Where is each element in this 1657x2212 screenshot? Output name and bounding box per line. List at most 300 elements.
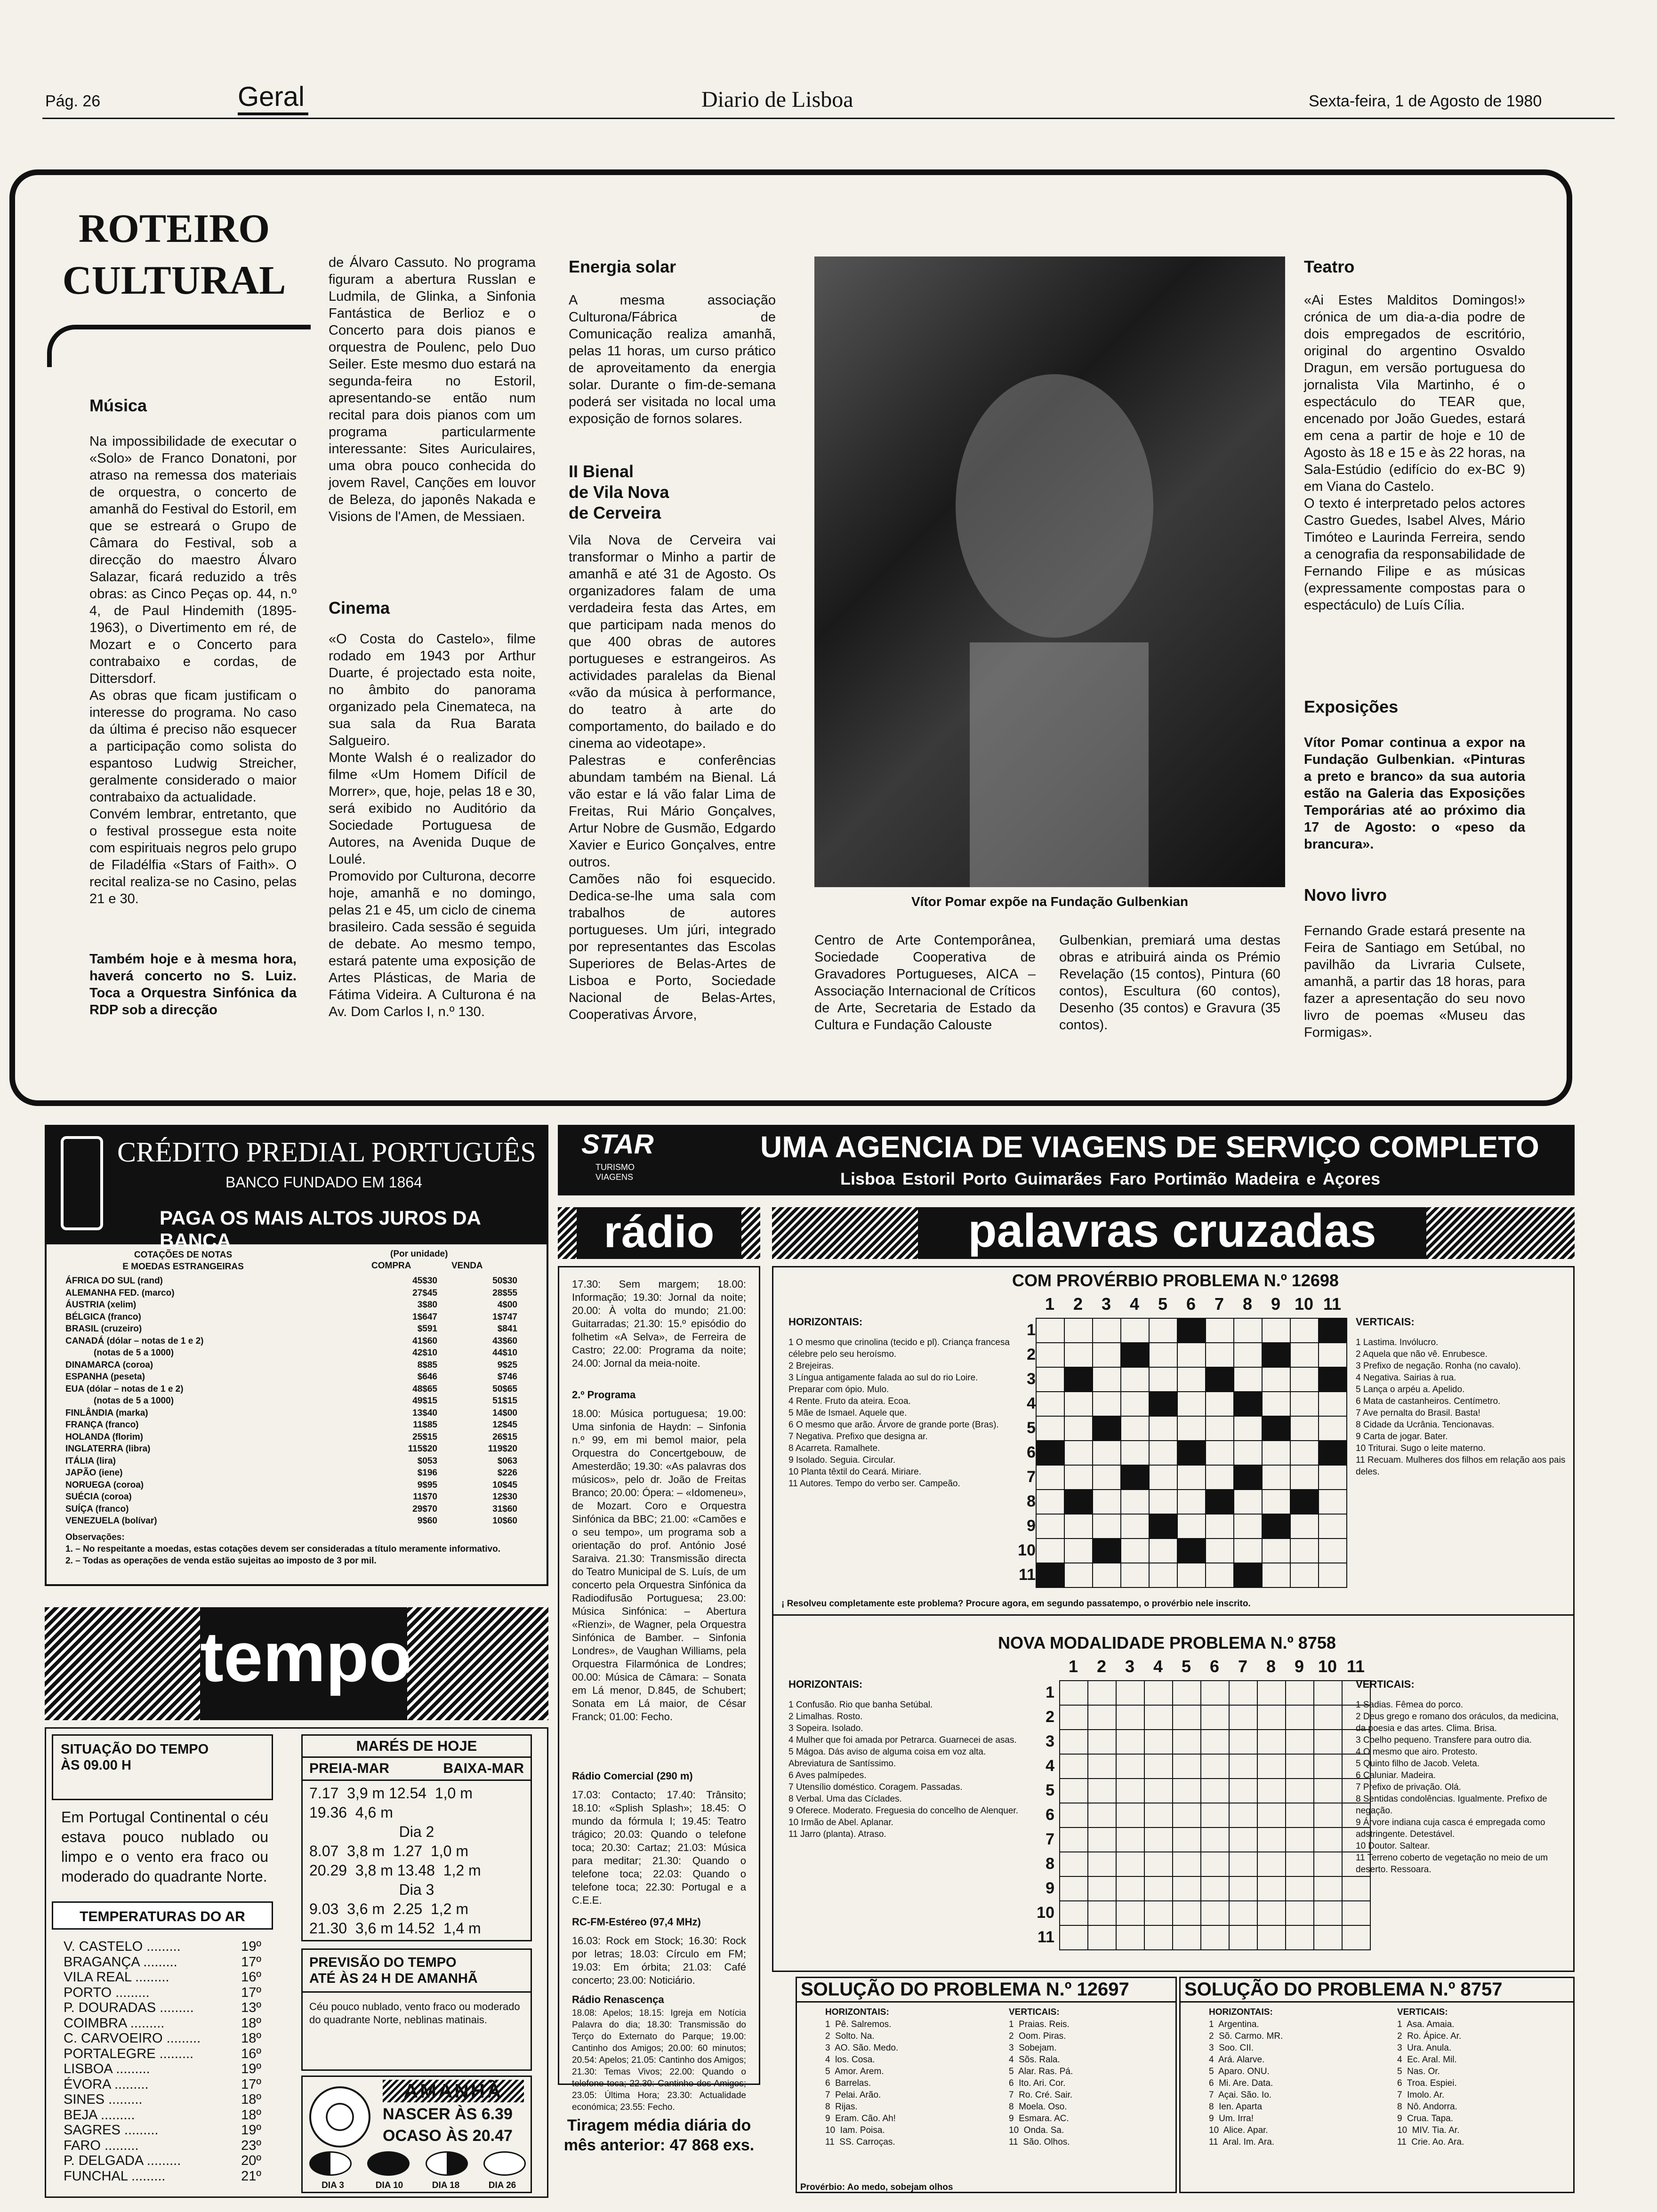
grid-cell[interactable] xyxy=(1206,1539,1234,1563)
rate-venda: 1$747 xyxy=(492,1312,517,1322)
p2-vert-heading: VERTICAIS: xyxy=(1356,1678,1415,1690)
grid-cell[interactable] xyxy=(1088,1730,1116,1754)
grid-cell[interactable] xyxy=(1116,1754,1144,1779)
grid-cell[interactable] xyxy=(1262,1490,1290,1514)
grid-cell[interactable] xyxy=(1286,1803,1314,1827)
grid-cell[interactable] xyxy=(1036,1343,1064,1367)
grid-cell[interactable] xyxy=(1201,1925,1229,1950)
crossword-grid-2[interactable] xyxy=(1059,1680,1371,1950)
solution: 6 Troa. Espiei. xyxy=(1397,2078,1457,2088)
grid-cell[interactable] xyxy=(1116,1876,1144,1901)
grid-cell[interactable] xyxy=(1229,1705,1257,1730)
grid-cell[interactable] xyxy=(1234,1441,1262,1465)
grid-cell[interactable] xyxy=(1093,1343,1121,1367)
grid-cell[interactable] xyxy=(1173,1681,1201,1705)
grid-cell[interactable] xyxy=(1234,1563,1262,1587)
grid-cell[interactable] xyxy=(1206,1514,1234,1539)
grid-cell[interactable] xyxy=(1177,1539,1206,1563)
grid-cell[interactable] xyxy=(1201,1754,1229,1779)
grid-cell[interactable] xyxy=(1177,1465,1206,1490)
grid-cell[interactable] xyxy=(1286,1876,1314,1901)
grid-cell[interactable] xyxy=(1173,1779,1201,1803)
grid-cell[interactable] xyxy=(1064,1514,1093,1539)
grid-cell[interactable] xyxy=(1060,1827,1088,1852)
grid-cell[interactable] xyxy=(1257,1925,1286,1950)
grid-cell[interactable] xyxy=(1121,1367,1149,1392)
grid-cell[interactable] xyxy=(1290,1490,1319,1514)
temperature-row xyxy=(64,2169,261,2184)
clue: 11 Jarro (planta). Atraso. xyxy=(788,1829,886,1839)
grid-cell[interactable] xyxy=(1121,1490,1149,1514)
grid-cell[interactable] xyxy=(1290,1392,1319,1416)
grid-cell[interactable] xyxy=(1060,1901,1088,1925)
radio-comercial-heading: Rádio Comercial (290 m) xyxy=(572,1770,693,1782)
rate-compra: 42$10 xyxy=(412,1348,437,1358)
grid-cell[interactable] xyxy=(1144,1901,1173,1925)
grid-cell[interactable] xyxy=(1286,1779,1314,1803)
grid-cell[interactable] xyxy=(1149,1441,1177,1465)
clue: 2 Limalhas. Rosto. xyxy=(788,1712,863,1722)
grid-cell[interactable] xyxy=(1149,1465,1177,1490)
grid-cell[interactable] xyxy=(1149,1416,1177,1441)
rate-row xyxy=(65,1395,531,1407)
row-number: 6 xyxy=(1046,1806,1054,1824)
grid-cell[interactable] xyxy=(1064,1465,1093,1490)
grid-cell[interactable] xyxy=(1060,1754,1088,1779)
grid-cell[interactable] xyxy=(1093,1416,1121,1441)
grid-cell[interactable] xyxy=(1286,1705,1314,1730)
grid-cell[interactable] xyxy=(1036,1514,1064,1539)
grid-cell[interactable] xyxy=(1319,1416,1347,1441)
grid-cell[interactable] xyxy=(1064,1416,1093,1441)
grid-cell[interactable] xyxy=(1319,1563,1347,1587)
grid-cell[interactable] xyxy=(1314,1754,1342,1779)
grid-cell[interactable] xyxy=(1206,1343,1234,1367)
grid-cell[interactable] xyxy=(1173,1925,1201,1950)
grid-cell[interactable] xyxy=(1314,1852,1342,1876)
city-name: FARO ......... xyxy=(64,2138,139,2153)
grid-cell[interactable] xyxy=(1177,1416,1206,1441)
grid-cell[interactable] xyxy=(1286,1852,1314,1876)
s2-vert-heading: VERTICAIS: xyxy=(1397,2007,1448,2017)
section-name: Geral xyxy=(238,81,308,115)
grid-cell[interactable] xyxy=(1201,1803,1229,1827)
grid-cell[interactable] xyxy=(1121,1392,1149,1416)
grid-cell[interactable] xyxy=(1121,1318,1149,1343)
grid-cell[interactable] xyxy=(1173,1852,1201,1876)
row-number: 9 xyxy=(1027,1517,1036,1535)
grid-cell[interactable] xyxy=(1286,1730,1314,1754)
grid-cell[interactable] xyxy=(1206,1441,1234,1465)
grid-cell[interactable] xyxy=(1064,1539,1093,1563)
grid-cell[interactable] xyxy=(1262,1343,1290,1367)
grid-cell[interactable] xyxy=(1173,1827,1201,1852)
grid-cell[interactable] xyxy=(1234,1465,1262,1490)
grid-cell[interactable] xyxy=(1060,1925,1088,1950)
grid-cell[interactable] xyxy=(1093,1490,1121,1514)
grid-cell[interactable] xyxy=(1088,1681,1116,1705)
grid-cell[interactable] xyxy=(1229,1827,1257,1852)
grid-cell[interactable] xyxy=(1229,1803,1257,1827)
city-name: P. DELGADA ......... xyxy=(64,2153,181,2168)
grid-cell[interactable] xyxy=(1036,1441,1064,1465)
grid-cell[interactable] xyxy=(1144,1925,1173,1950)
grid-cell[interactable] xyxy=(1257,1827,1286,1852)
grid-cell[interactable] xyxy=(1206,1392,1234,1416)
grid-cell[interactable] xyxy=(1036,1465,1064,1490)
grid-cell[interactable] xyxy=(1234,1416,1262,1441)
grid-cell[interactable] xyxy=(1036,1318,1064,1343)
solution: 1 Pê. Salremos. xyxy=(825,2020,892,2029)
rate-compra: 48$65 xyxy=(412,1384,437,1394)
grid-cell[interactable] xyxy=(1177,1343,1206,1367)
clue: 4 Negativa. Sairias à rua. xyxy=(1356,1373,1456,1383)
grid-cell[interactable] xyxy=(1144,1803,1173,1827)
grid-cell[interactable] xyxy=(1290,1563,1319,1587)
rate-row xyxy=(65,1515,531,1527)
grid-cell[interactable] xyxy=(1201,1901,1229,1925)
grid-cell[interactable] xyxy=(1116,1852,1144,1876)
grid-cell[interactable] xyxy=(1177,1563,1206,1587)
grid-cell[interactable] xyxy=(1286,1681,1314,1705)
grid-cell[interactable] xyxy=(1036,1392,1064,1416)
grid-cell[interactable] xyxy=(1286,1901,1314,1925)
grid-cell[interactable] xyxy=(1342,1876,1370,1901)
grid-cell[interactable] xyxy=(1036,1539,1064,1563)
grid-cell[interactable] xyxy=(1060,1852,1088,1876)
grid-cell[interactable] xyxy=(1206,1416,1234,1441)
grid-cell[interactable] xyxy=(1201,1705,1229,1730)
solucao-2-title: SOLUÇÃO DO PROBLEMA N.º 8757 xyxy=(1181,1978,1573,2003)
grid-cell[interactable] xyxy=(1149,1392,1177,1416)
grid-cell[interactable] xyxy=(1036,1490,1064,1514)
grid-cell[interactable] xyxy=(1319,1318,1347,1343)
clue: 10 Irmão de Abel. Aplanar. xyxy=(788,1818,893,1827)
grid-cell[interactable] xyxy=(1060,1705,1088,1730)
clue: 6 Aves palmípedes. xyxy=(788,1771,867,1780)
grid-cell[interactable] xyxy=(1201,1779,1229,1803)
grid-cell[interactable] xyxy=(1060,1803,1088,1827)
grid-cell[interactable] xyxy=(1093,1441,1121,1465)
rate-venda: 50$65 xyxy=(492,1384,517,1394)
grid-cell[interactable] xyxy=(1314,1779,1342,1803)
grid-cell[interactable] xyxy=(1234,1367,1262,1392)
grid-cell[interactable] xyxy=(1173,1730,1201,1754)
grid-cell[interactable] xyxy=(1144,1754,1173,1779)
grid-cell[interactable] xyxy=(1149,1514,1177,1539)
solution: 3 Sobejam. xyxy=(1009,2043,1057,2053)
grid-cell[interactable] xyxy=(1060,1730,1088,1754)
grid-cell[interactable] xyxy=(1149,1367,1177,1392)
grid-cell[interactable] xyxy=(1290,1539,1319,1563)
grid-cell[interactable] xyxy=(1116,1803,1144,1827)
column-number: 1 xyxy=(1068,1657,1078,1676)
column-number: 7 xyxy=(1238,1657,1248,1676)
grid-cell[interactable] xyxy=(1206,1563,1234,1587)
grid-cell[interactable] xyxy=(1088,1754,1116,1779)
grid-cell[interactable] xyxy=(1319,1367,1347,1392)
grid-cell[interactable] xyxy=(1290,1416,1319,1441)
grid-cell[interactable] xyxy=(1144,1779,1173,1803)
grid-cell[interactable] xyxy=(1286,1827,1314,1852)
grid-cell[interactable] xyxy=(1319,1392,1347,1416)
grid-cell[interactable] xyxy=(1116,1681,1144,1705)
grid-cell[interactable] xyxy=(1036,1367,1064,1392)
grid-cell[interactable] xyxy=(1173,1901,1201,1925)
grid-cell[interactable] xyxy=(1234,1514,1262,1539)
grid-cell[interactable] xyxy=(1093,1539,1121,1563)
grid-cell[interactable] xyxy=(1177,1514,1206,1539)
grid-cell[interactable] xyxy=(1121,1465,1149,1490)
grid-cell[interactable] xyxy=(1149,1563,1177,1587)
city-name: BRAGANÇA ......... xyxy=(64,1954,177,1970)
grid-cell[interactable] xyxy=(1060,1876,1088,1901)
grid-cell[interactable] xyxy=(1064,1563,1093,1587)
grid-cell[interactable] xyxy=(1144,1705,1173,1730)
grid-cell[interactable] xyxy=(1173,1876,1201,1901)
grid-cell[interactable] xyxy=(1116,1705,1144,1730)
grid-cell[interactable] xyxy=(1290,1367,1319,1392)
grid-cell[interactable] xyxy=(1173,1705,1201,1730)
credito-founded: BANCO FUNDADO EM 1864 xyxy=(225,1174,422,1191)
grid-cell[interactable] xyxy=(1286,1754,1314,1779)
grid-cell[interactable] xyxy=(1121,1514,1149,1539)
city-name: SINES ......... xyxy=(64,2092,143,2107)
grid-cell[interactable] xyxy=(1314,1803,1342,1827)
grid-cell[interactable] xyxy=(1257,1779,1286,1803)
grid-cell[interactable] xyxy=(1093,1318,1121,1343)
grid-cell[interactable] xyxy=(1088,1876,1116,1901)
grid-cell[interactable] xyxy=(1229,1779,1257,1803)
grid-cell[interactable] xyxy=(1234,1343,1262,1367)
grid-cell[interactable] xyxy=(1088,1827,1116,1852)
grid-cell[interactable] xyxy=(1262,1514,1290,1539)
clue: 2 Aquela que não vê. Enrubesce. xyxy=(1356,1349,1488,1359)
grid-cell[interactable] xyxy=(1319,1539,1347,1563)
grid-cell[interactable] xyxy=(1177,1367,1206,1392)
grid-cell[interactable] xyxy=(1177,1490,1206,1514)
grid-cell[interactable] xyxy=(1064,1392,1093,1416)
grid-cell[interactable] xyxy=(1290,1465,1319,1490)
column-number: 2 xyxy=(1073,1294,1083,1314)
grid-cell[interactable] xyxy=(1036,1416,1064,1441)
tide-row: Dia 2 xyxy=(399,1823,434,1840)
photo-caption: Vítor Pomar expõe na Fundação Gulbenkian xyxy=(911,894,1189,909)
grid-cell[interactable] xyxy=(1234,1490,1262,1514)
grid-cell[interactable] xyxy=(1201,1730,1229,1754)
row-number: 2 xyxy=(1027,1346,1036,1363)
grid-cell[interactable] xyxy=(1116,1925,1144,1950)
grid-cell[interactable] xyxy=(1088,1705,1116,1730)
grid-cell[interactable] xyxy=(1262,1539,1290,1563)
grid-cell[interactable] xyxy=(1262,1416,1290,1441)
grid-cell[interactable] xyxy=(1206,1367,1234,1392)
grid-cell[interactable] xyxy=(1093,1367,1121,1392)
grid-cell[interactable] xyxy=(1342,1901,1370,1925)
city-temp: 19º xyxy=(241,1939,261,1954)
grid-cell[interactable] xyxy=(1177,1318,1206,1343)
grid-cell[interactable] xyxy=(1121,1539,1149,1563)
grid-cell[interactable] xyxy=(1116,1827,1144,1852)
grid-cell[interactable] xyxy=(1060,1681,1088,1705)
grid-cell[interactable] xyxy=(1201,1681,1229,1705)
grid-cell[interactable] xyxy=(1064,1318,1093,1343)
grid-cell[interactable] xyxy=(1257,1754,1286,1779)
grid-cell[interactable] xyxy=(1149,1539,1177,1563)
grid-cell[interactable] xyxy=(1088,1852,1116,1876)
grid-cell[interactable] xyxy=(1064,1441,1093,1465)
grid-cell[interactable] xyxy=(1229,1681,1257,1705)
grid-cell[interactable] xyxy=(1319,1514,1347,1539)
grid-cell[interactable] xyxy=(1262,1465,1290,1490)
grid-cell[interactable] xyxy=(1201,1876,1229,1901)
grid-cell[interactable] xyxy=(1088,1779,1116,1803)
grid-cell[interactable] xyxy=(1342,1925,1370,1950)
tide-row: 7.17 3,9 m 12.54 1,0 m xyxy=(309,1785,473,1802)
grid-cell[interactable] xyxy=(1314,1876,1342,1901)
grid-cell[interactable] xyxy=(1064,1490,1093,1514)
grid-cell[interactable] xyxy=(1234,1539,1262,1563)
problem1-note: ¡ Resolveu completamente este problema? Procure agora, em segundo passatempo, o provérbio nele inscrito. xyxy=(781,1599,1251,1609)
s1-horiz-heading: HORIZONTAIS: xyxy=(825,2007,889,2017)
city-name: COIMBRA ......... xyxy=(64,2015,165,2031)
grid-cell[interactable] xyxy=(1314,1901,1342,1925)
grid-cell[interactable] xyxy=(1262,1441,1290,1465)
grid-cell[interactable] xyxy=(1229,1852,1257,1876)
grid-cell[interactable] xyxy=(1144,1852,1173,1876)
star-logo: STAR xyxy=(581,1129,654,1160)
grid-cell[interactable] xyxy=(1257,1803,1286,1827)
grid-cell[interactable] xyxy=(1257,1681,1286,1705)
grid-cell[interactable] xyxy=(1149,1318,1177,1343)
grid-cell[interactable] xyxy=(1093,1563,1121,1587)
grid-cell[interactable] xyxy=(1093,1465,1121,1490)
grid-cell[interactable] xyxy=(1314,1705,1342,1730)
grid-cell[interactable] xyxy=(1262,1367,1290,1392)
grid-cell[interactable] xyxy=(1229,1730,1257,1754)
clue: 1 Sadias. Fêmea do porco. xyxy=(1356,1700,1464,1710)
clue: 10 Doutor. Saltear. xyxy=(1356,1841,1430,1851)
crossword-grid-1[interactable] xyxy=(1036,1318,1347,1588)
grid-cell[interactable] xyxy=(1116,1779,1144,1803)
grid-cell[interactable] xyxy=(1173,1803,1201,1827)
rate-row xyxy=(65,1323,531,1335)
situacao-box xyxy=(52,1734,273,1800)
energia-text: A mesma associação Culturona/Fábrica de Comunicação realiza amanhã, pelas 11 horas, um curso prático de aproveitamento da energia solar. Durante o fim-de-semana poderá ser visitada no local uma exposição de fornos solares. xyxy=(569,293,776,426)
grid-cell[interactable] xyxy=(1290,1318,1319,1343)
grid-cell[interactable] xyxy=(1319,1465,1347,1490)
city-name: FUNCHAL ......... xyxy=(64,2168,166,2184)
grid-cell[interactable] xyxy=(1201,1827,1229,1852)
grid-cell[interactable] xyxy=(1144,1827,1173,1852)
city-temp: 19º xyxy=(241,2123,261,2138)
grid-cell[interactable] xyxy=(1206,1465,1234,1490)
grid-cell[interactable] xyxy=(1290,1441,1319,1465)
grid-cell[interactable] xyxy=(1060,1779,1088,1803)
grid-cell[interactable] xyxy=(1121,1343,1149,1367)
grid-cell[interactable] xyxy=(1088,1925,1116,1950)
grid-cell[interactable] xyxy=(1177,1392,1206,1416)
grid-cell[interactable] xyxy=(1314,1827,1342,1852)
grid-cell[interactable] xyxy=(1206,1490,1234,1514)
grid-cell[interactable] xyxy=(1257,1705,1286,1730)
solution: 10 Onda. Sa. xyxy=(1009,2125,1064,2135)
rate-row xyxy=(65,1275,531,1287)
grid-cell[interactable] xyxy=(1286,1925,1314,1950)
temperature-row xyxy=(64,2108,261,2123)
palavras-title: palavras cruzadas xyxy=(918,1207,1426,1259)
grid-cell[interactable] xyxy=(1257,1901,1286,1925)
clue: 8 Cidade da Ucrânia. Tencionavas. xyxy=(1356,1420,1495,1430)
grid-cell[interactable] xyxy=(1206,1318,1234,1343)
grid-cell[interactable] xyxy=(1088,1901,1116,1925)
grid-cell[interactable] xyxy=(1121,1563,1149,1587)
grid-cell[interactable] xyxy=(1201,1852,1229,1876)
grid-cell[interactable] xyxy=(1290,1514,1319,1539)
grid-cell[interactable] xyxy=(1319,1441,1347,1465)
column-number: 2 xyxy=(1096,1657,1107,1676)
grid-cell[interactable] xyxy=(1144,1730,1173,1754)
grid-cell[interactable] xyxy=(1064,1367,1093,1392)
grid-cell[interactable] xyxy=(1319,1490,1347,1514)
grid-cell[interactable] xyxy=(1262,1563,1290,1587)
grid-cell[interactable] xyxy=(1064,1343,1093,1367)
grid-cell[interactable] xyxy=(1234,1318,1262,1343)
radio-fm-heading: RC-FM-Estéreo (97,4 MHz) xyxy=(572,1916,701,1928)
grid-cell[interactable] xyxy=(1262,1392,1290,1416)
grid-cell[interactable] xyxy=(1257,1730,1286,1754)
grid-cell[interactable] xyxy=(1121,1416,1149,1441)
grid-cell[interactable] xyxy=(1290,1343,1319,1367)
grid-cell[interactable] xyxy=(1262,1318,1290,1343)
clue: 6 O mesmo que arão. Árvore de grande porte (Bras). xyxy=(788,1420,999,1430)
grid-cell[interactable] xyxy=(1314,1681,1342,1705)
grid-cell[interactable] xyxy=(1314,1730,1342,1754)
row-number: 6 xyxy=(1027,1443,1036,1461)
grid-cell[interactable] xyxy=(1319,1343,1347,1367)
city-name: PORTALEGRE ......... xyxy=(64,2046,194,2061)
grid-cell[interactable] xyxy=(1314,1925,1342,1950)
grid-cell[interactable] xyxy=(1116,1901,1144,1925)
grid-cell[interactable] xyxy=(1036,1563,1064,1587)
grid-cell[interactable] xyxy=(1229,1925,1257,1950)
grid-cell[interactable] xyxy=(1088,1803,1116,1827)
grid-cell[interactable] xyxy=(1234,1392,1262,1416)
grid-cell[interactable] xyxy=(1229,1901,1257,1925)
grid-cell[interactable] xyxy=(1144,1876,1173,1901)
grid-cell[interactable] xyxy=(1257,1852,1286,1876)
rate-row xyxy=(65,1419,531,1431)
grid-cell[interactable] xyxy=(1149,1490,1177,1514)
grid-cell[interactable] xyxy=(1121,1441,1149,1465)
grid-cell[interactable] xyxy=(1229,1876,1257,1901)
problem2-row-numbers xyxy=(1036,1680,1054,1949)
rate-currency: ÁUSTRIA (xelim) xyxy=(65,1300,137,1310)
star-cities: Lisboa Estoril Porto Guimarães Faro Portimão Madeira e Açores xyxy=(840,1169,1380,1188)
row-number: 8 xyxy=(1046,1855,1054,1873)
grid-cell[interactable] xyxy=(1093,1392,1121,1416)
grid-cell[interactable] xyxy=(1149,1343,1177,1367)
grid-cell[interactable] xyxy=(1116,1730,1144,1754)
grid-cell[interactable] xyxy=(1093,1514,1121,1539)
grid-cell[interactable] xyxy=(1257,1876,1286,1901)
radio-2programa: 18.00: Música portuguesa; 19.00: Uma sinfonia de Haydn: – Sinfonia n.º 99, em mi bemol maior, pela Orquestra do Concertgebouw, de Amesterdão; 19.30: «As palavras dos músicos», pelo dr. João de Freitas Branco; 20.00: Ópera: – «Idomeneu», de Mozart. Coro e Orquestra Sinfónica da BBC; 21.00: «Camões e o seu tempo», um programa sob a orientação do prof. António José Saraiva. 21.30: Transmissão directa do Teatro Municipal de S. Luís, de um concerto pela Orquestra Sinfónica da Radiodifusão Portuguesa; 23.00: Música Sinfónica: – Abertura «Rienzi», de Wagner, pela Orquestra Sinfónica de Bamber. – Sinfonia Londres», de Vaughan Williams, pela Orquestra Filarmónica de Londres; 00.00: Música de Câmara: – Sonata em Lá menor, D.845, de Schubert; Sonata em Lá maior, de César Franck; 01.00: Fecho. xyxy=(572,1408,746,1723)
column-number: 7 xyxy=(1214,1294,1224,1314)
grid-cell[interactable] xyxy=(1173,1754,1201,1779)
grid-cell[interactable] xyxy=(1177,1441,1206,1465)
grid-cell[interactable] xyxy=(1144,1681,1173,1705)
grid-cell[interactable] xyxy=(1229,1754,1257,1779)
